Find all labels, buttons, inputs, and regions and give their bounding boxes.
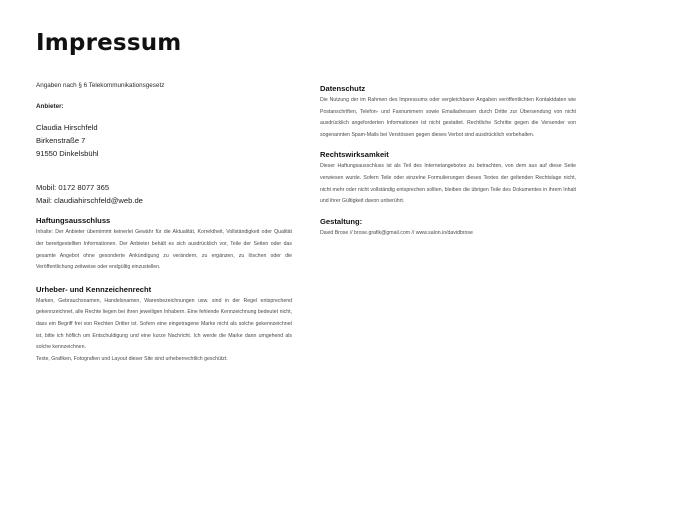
left-column [36,80,292,365]
design-heading: Gestaltung: [320,216,363,226]
address-name: Claudia Hirschfeld [36,123,98,133]
privacy-heading: Datenschutz [320,84,366,93]
provider-label: Anbieter: [36,103,64,111]
copyright-text: Marken, Gebrauchsnamen, Handelsnamen, Warenbezeichnungen usw. sind in der Regel entsprechend gekennzeichnet, alle Rechte liegen bei ihren jeweiligen Inhabern. Eine fehlende Kennzeichnung bedeutet nicht, dass ein Begriff frei von Rechten Dritter ist. Sofern eine eingetragene Marke nicht als solche gekennzeichnet ist, bitte ich höflich um Entschuldigung und eine kurze Nachricht. Ich werde die Marke dann umgehend als solche kennzeichnen. [36,297,292,351]
address-city: 91550 Dinkelsbühl [36,148,99,158]
right-column [320,83,576,239]
copyright-text-2: Texte, Grafiken, Fotografien und Layout dieser Site sind urheberrechtlich geschützt. [36,355,228,362]
design-credit[interactable]: David Brose // brose.grafik@gmail.com // www.salon.io/davidbrose [320,229,473,236]
privacy-text: Die Nutzung der im Rahmen des Impressums oder vergleichbarer Angaben veröffentlichten Kontaktdaten wie Postanschriften, Telefon- und Faxnummern sowie Emailadressen durch Dritte zur Übersendung von nicht ausdrücklich angeforderten Informationen ist nicht gestattet. Rechtliche Schritte gegen die Versender von sogenannten Spam-Mails bei Verstössen gegen dieses Verbot sind ausdrücklich vorbehalten. [320,97,576,138]
intro-text: Angaben nach § 6 Telekommunikationsgesetz [36,82,165,89]
mail-address[interactable]: Mail: claudiahirschfeld@web.de [36,195,143,205]
page-title: Impressum [36,30,182,56]
legal-text: Dieser Haftungsausschluss ist als Teil des Internetangebotes zu betrachten, von dem aus auf diese Seite verwiesen wurde. Sofern Teile oder einzelne Formulierungen dieses Textes der geltenden Rechtslage nicht, nicht mehr oder nicht vollständig entsprechen sollten, bleiben die übrigen Teile des Dokumentes in ihrem Inhalt und ihrer Gültigkeit davon unberührt. [320,163,576,205]
liability-text: Inhalte: Der Anbieter übernimmt keinerlei Gewähr für die Aktualität, Korrektheit, Vollständigkeit oder Qualität der bereitgestellten Informationen. Der Anbieter behält es sich ausdrücklich vor, Teile der Seiten oder das gesamte Angebot ohne gesonderte Ankündigung zu verändern, zu ergänzen, zu löschen oder die Veröffentlichung zeitweise oder endgültig einzustellen. [36,229,292,271]
mobile-number: Mobil: 0172 8077 365 [36,183,110,193]
legal-heading: Rechtswirksamkeit [320,150,389,160]
address-street: Birkenstraße 7 [36,136,86,145]
liability-heading: Haftungsausschluss [36,216,111,226]
copyright-heading: Urheber- und Kennzeichenrecht [36,284,152,294]
